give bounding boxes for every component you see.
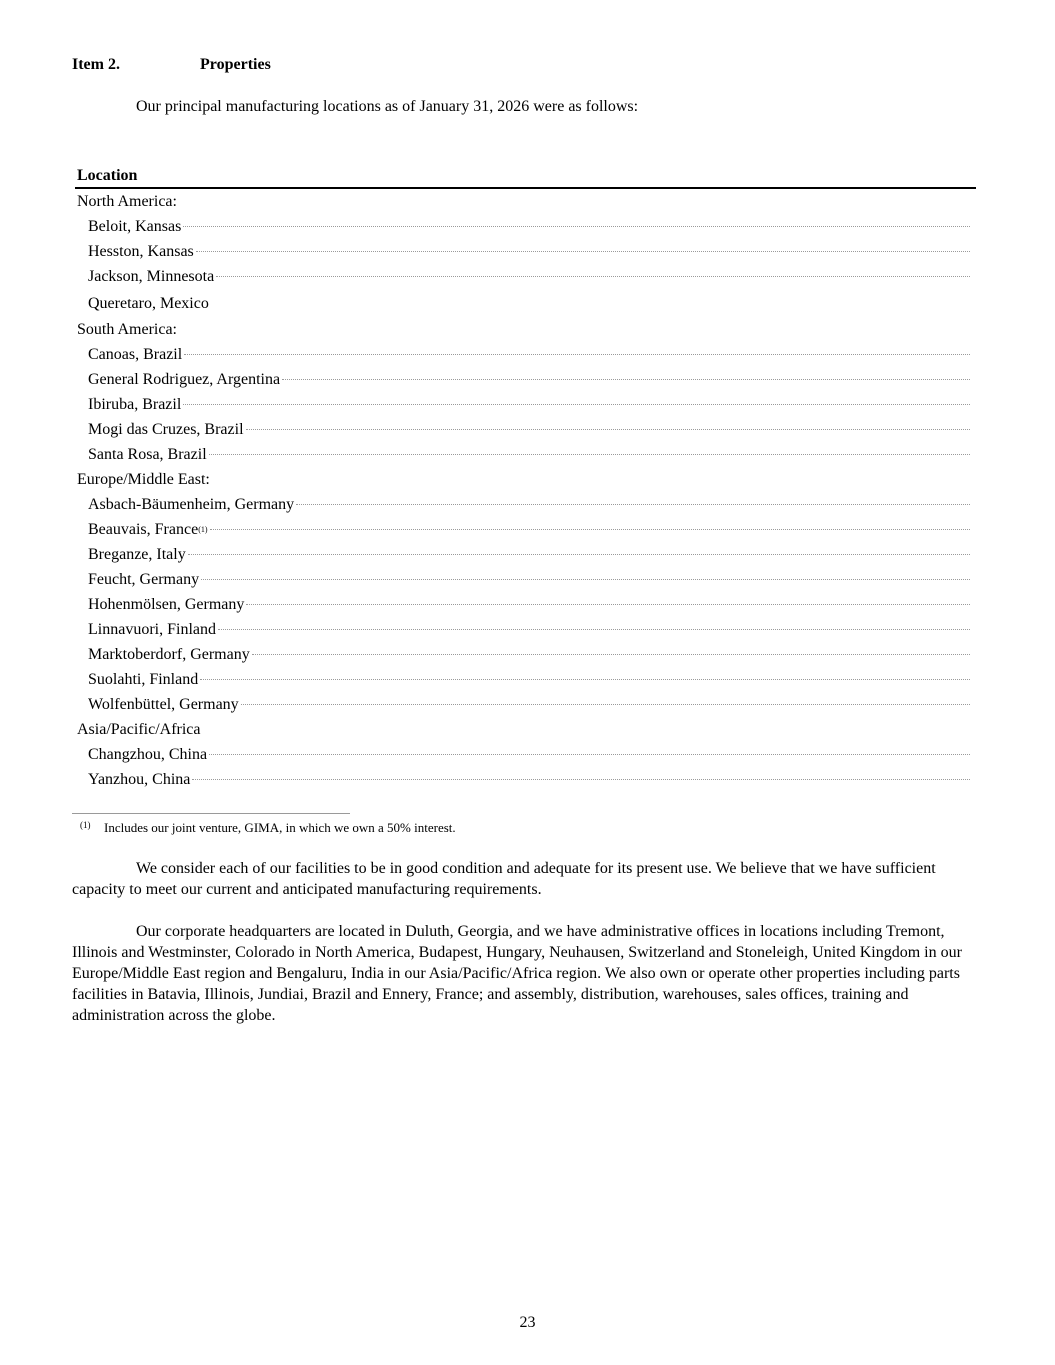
paragraph-text: We consider each of our facilities to be in good condition and adequate for its present use. We believe that we have sufficient capacity to meet our current and anticipated manufacturing requirements. <box>72 860 936 898</box>
region-heading: Europe/Middle East: <box>77 471 210 488</box>
location-name: Marktoberdorf, Germany <box>88 646 250 663</box>
location-name: Breganze, Italy <box>88 546 186 563</box>
location-row <box>75 289 976 317</box>
location-row <box>75 214 976 239</box>
location-name: Ibiruba, Brazil <box>88 396 182 413</box>
location-name: Canoas, Brazil <box>88 346 183 363</box>
dot-leader <box>196 251 970 252</box>
location-row <box>75 542 976 567</box>
location-row <box>75 617 976 642</box>
location-name: Suolahti, Finland <box>88 671 199 688</box>
location-row <box>75 264 976 289</box>
location-row <box>75 239 976 264</box>
dot-leader <box>183 226 970 227</box>
location-row <box>75 517 976 542</box>
dot-leader <box>218 629 970 630</box>
location-row <box>75 742 976 767</box>
location-row <box>75 367 976 392</box>
location-row <box>75 767 976 792</box>
location-name: Jackson, Minnesota <box>88 268 215 285</box>
footnote-text: Includes our joint venture, GIMA, in which we own a 50% interest. <box>104 820 456 835</box>
item-title: Properties <box>200 56 271 73</box>
item-number: Item 2. <box>72 56 120 73</box>
dot-leader <box>188 554 970 555</box>
location-row <box>75 667 976 692</box>
table-header: Location <box>75 165 976 189</box>
location-row <box>75 392 976 417</box>
locations-table <box>75 165 976 792</box>
region-heading: South America: <box>77 321 177 338</box>
dot-leader <box>246 429 970 430</box>
table-body <box>75 189 976 792</box>
location-row <box>75 492 976 517</box>
location-name: Mogi das Cruzes, Brazil <box>88 421 244 438</box>
dot-leader <box>209 754 970 755</box>
location-row <box>75 567 976 592</box>
dot-leader <box>282 379 970 380</box>
location-row <box>75 342 976 367</box>
dot-leader <box>200 679 970 680</box>
location-name: Changzhou, China <box>88 746 208 763</box>
item-heading <box>72 56 271 74</box>
location-name: Yanzhou, China <box>88 771 191 788</box>
location-name: General Rodriguez, Argentina <box>88 371 281 388</box>
dot-leader <box>201 579 970 580</box>
footnote-rule <box>72 813 350 814</box>
location-name: Hesston, Kansas <box>88 243 194 260</box>
location-name: Hohenmölsen, Germany <box>88 596 245 613</box>
paragraph-headquarters <box>72 921 972 1026</box>
dot-leader <box>184 354 970 355</box>
dot-leader <box>216 276 970 277</box>
location-name: Beauvais, France <box>88 521 199 538</box>
dot-leader <box>296 504 970 505</box>
page-number: 23 <box>519 1314 536 1331</box>
footnote-reference: (1) <box>198 525 208 534</box>
dot-leader <box>183 404 970 405</box>
location-name: Wolfenbüttel, Germany <box>88 696 239 713</box>
dot-leader <box>241 704 970 705</box>
location-row <box>75 642 976 667</box>
dot-leader <box>246 604 970 605</box>
location-name: Santa Rosa, Brazil <box>88 446 207 463</box>
footnote-mark: (1) <box>80 820 91 830</box>
paragraph-text: Our corporate headquarters are located in Duluth, Georgia, and we have administrative offices in locations including Tremont, Illinois and Westminster, Colorado in North America, Budapest, Hungary, Neuhausen, Switzerland and Stoneleigh, United Kingdom in our Europe/Middle East region and Bengaluru, India in our Asia/Pacific/Africa region. We also own or operate other properties including parts facilities in Batavia, Illinois, Jundiai, Brazil and Ennery, France; and assembly, distribution, warehouses, sales offices, training and administration across the globe. <box>72 923 962 1024</box>
intro-text: Our principal manufacturing locations as of January 31, 2026 were as follows: <box>136 98 639 115</box>
location-row <box>75 592 976 617</box>
region-heading: North America: <box>77 193 177 210</box>
paragraph-facilities <box>72 858 972 900</box>
location-name: Queretaro, Mexico <box>88 295 209 312</box>
location-name: Linnavuori, Finland <box>88 621 216 638</box>
location-name: Feucht, Germany <box>88 571 200 588</box>
region-heading: Asia/Pacific/Africa <box>77 721 201 738</box>
dot-leader <box>210 529 970 530</box>
location-name: Asbach-Bäumenheim, Germany <box>88 496 295 513</box>
dot-leader <box>209 454 970 455</box>
location-row <box>75 417 976 442</box>
location-name: Beloit, Kansas <box>88 218 182 235</box>
location-row <box>75 692 976 717</box>
location-row <box>75 442 976 467</box>
dot-leader <box>252 654 970 655</box>
footnote <box>80 820 456 836</box>
dot-leader <box>192 779 970 780</box>
